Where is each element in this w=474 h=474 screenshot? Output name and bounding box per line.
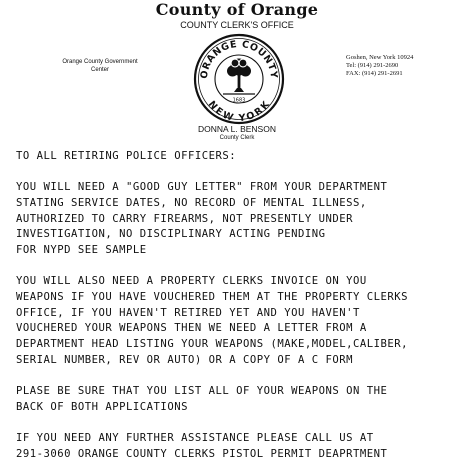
body-line: YOU WILL NEED A "GOOD GUY LETTER" FROM YOUR DEPARTMENT xyxy=(16,181,388,194)
address-fax: FAX: (914) 291-2691 xyxy=(346,70,403,77)
address-city: Goshen, New York 10924 xyxy=(346,54,414,61)
body-line: SERIAL NUMBER, REV OR AUTO) OR A COPY OF A C FORM xyxy=(16,353,354,366)
body-line: PLASE BE SURE THAT YOU LIST ALL OF YOUR WEAPONS ON THE xyxy=(16,385,388,398)
body-line: AUTHORIZED TO CARRY FIREARMS, NOT PRESENTLY UNDER xyxy=(16,212,354,225)
body-line: BACK OF BOTH APPLICATIONS xyxy=(16,400,188,413)
signatory-title: County Clerk xyxy=(219,135,255,141)
body-line: WEAPONS IF YOU HAVE VOUCHERED THEM AT THE PROPERTY CLERKS xyxy=(16,291,409,303)
seal-tree-icon xyxy=(223,59,255,95)
salutation: TO ALL RETIRING POLICE OFFICERS: xyxy=(16,150,237,162)
letterhead-subtitle: COUNTY CLERK'S OFFICE xyxy=(180,20,294,30)
body-line: FOR NYPD SEE SAMPLE xyxy=(16,244,147,257)
seal-top-text: ORANGE COUNTY xyxy=(198,38,280,80)
seal-year: 1683 xyxy=(232,97,246,104)
letterhead-title: County of Orange xyxy=(155,0,319,19)
body-line: STATING SERVICE DATES, NO RECORD OF MENTAL ILLNESS, xyxy=(16,196,367,209)
letter-body xyxy=(16,149,468,462)
address-tel: Tel: (914) 291-2690 xyxy=(346,62,399,69)
right-address-block xyxy=(346,54,456,78)
seal-bottom-text: NEW YORK xyxy=(205,99,273,125)
left-address-line: Orange County Government xyxy=(62,59,138,65)
body-line: YOU WILL ALSO NEED A PROPERTY CLERKS INVOICE ON YOU xyxy=(16,275,367,288)
left-address-block xyxy=(40,58,160,74)
body-line: IF YOU NEED ANY FURTHER ASSISTANCE PLEASE CALL US AT xyxy=(16,432,374,444)
county-seal xyxy=(193,33,285,125)
body-line: OFFICE, IF YOU HAVEN'T RETIRED YET AND YOU HAVEN'T xyxy=(16,306,360,319)
body-line: 291-3060 ORANGE COUNTY CLERKS PISTOL PERMIT DEAPRTMENT xyxy=(16,447,388,460)
left-address-line: Center xyxy=(90,67,109,73)
body-line: VOUCHERED YOUR WEAPONS THEN WE NEED A LETTER FROM A xyxy=(16,322,367,335)
signatory-name: DONNA L. BENSON xyxy=(198,124,276,134)
body-line: DEPARTMENT HEAD LISTING YOUR WEAPONS (MAKE,MODEL,CALIBER, xyxy=(16,338,409,351)
body-line: INVESTIGATION, NO DISCIPLINARY ACTING PENDING xyxy=(16,228,326,241)
signatory-block xyxy=(0,124,474,142)
